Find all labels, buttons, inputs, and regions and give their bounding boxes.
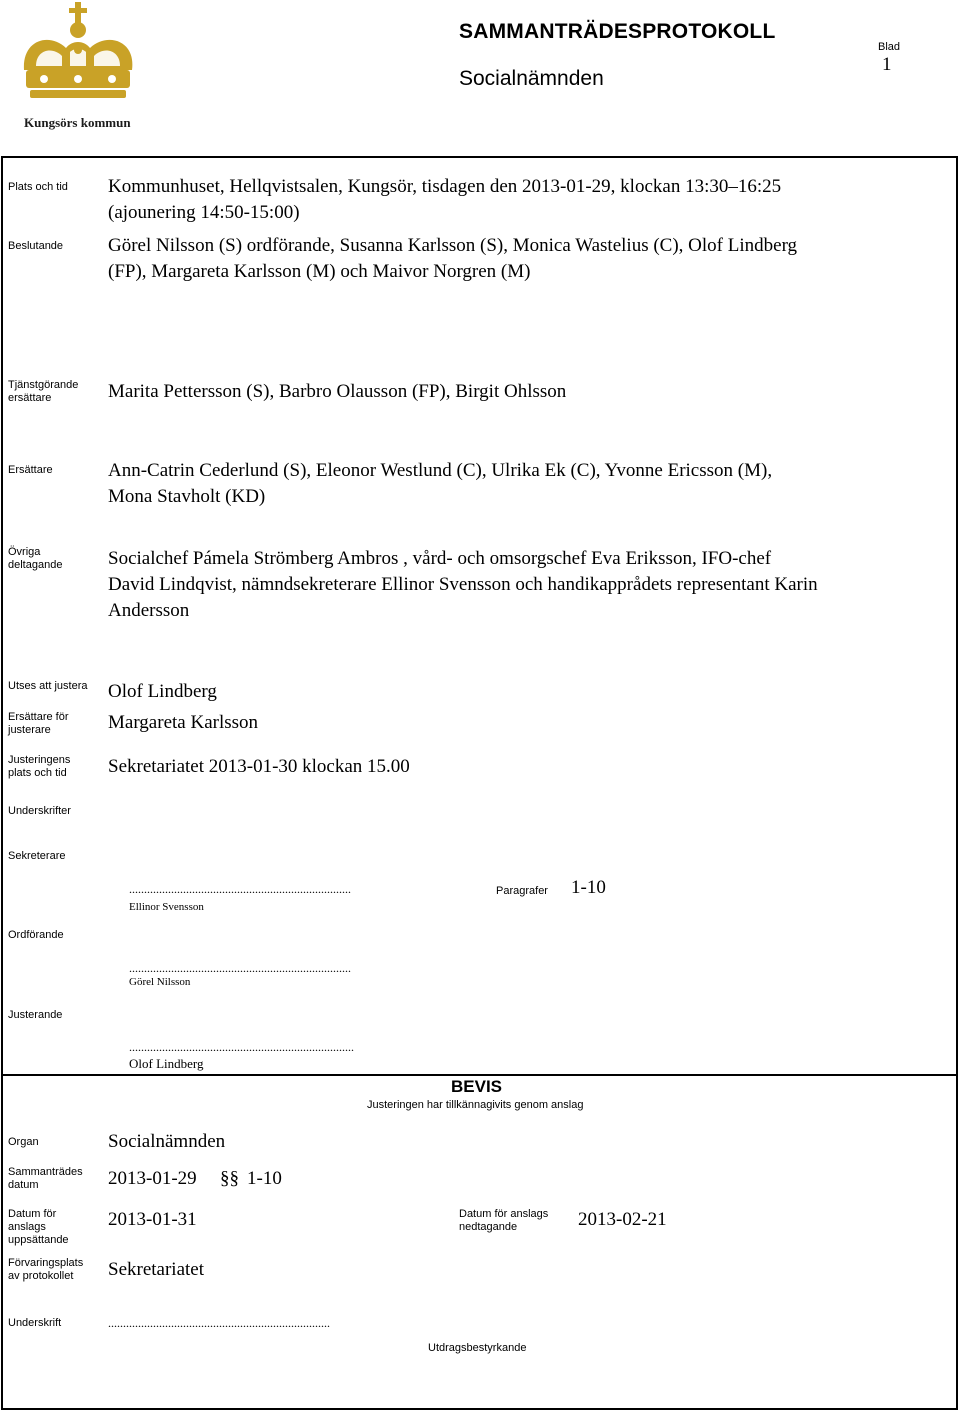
others-label-line-1: Övriga xyxy=(8,546,41,558)
removal-date-label-line-2: nedtagande xyxy=(459,1221,518,1233)
serving-substitutes-label-line-2: ersättare xyxy=(8,392,52,404)
posting-date-label xyxy=(8,1208,69,1247)
posting-date-value: 2013-01-31 xyxy=(108,1209,197,1230)
adjuster-name: Olof Lindberg xyxy=(129,1056,204,1071)
posting-date-label-line-1: Datum för xyxy=(8,1208,57,1220)
substitutes-label: Ersättare xyxy=(8,464,53,476)
adjuster-signature-label: Justerande xyxy=(8,1009,63,1021)
serving-substitutes-label-line-1: Tjänstgörande xyxy=(8,379,79,391)
bevis-title: BEVIS xyxy=(451,1077,503,1096)
organ-label: Organ xyxy=(8,1136,39,1148)
meeting-date-label xyxy=(8,1166,83,1192)
meeting-date-label-line-1: Sammanträdes xyxy=(8,1166,83,1178)
signatures-heading: Underskrifter xyxy=(8,805,71,817)
certifier-signature-line[interactable]: .......................................................................... xyxy=(108,1316,330,1330)
serving-substitutes-value: Marita Pettersson (S), Barbro Olausson (FP), Birgit Ohlsson xyxy=(108,381,567,402)
secretary-signature-line[interactable]: .......................................................................... xyxy=(129,882,351,896)
others-line-3: Andersson xyxy=(108,600,190,621)
adjuster-signature-line[interactable]: ........................................................................... xyxy=(129,1040,354,1054)
place-time-value: Kommunhuset, Hellqvistsalen, Kungsör, tisdagen den 2013-01-29, klockan 13:30–16:25 xyxy=(108,176,782,197)
municipality-logo xyxy=(14,0,144,135)
sub-adjuster-label-line-1: Ersättare för xyxy=(8,711,69,723)
others-label xyxy=(8,546,62,572)
storage-label-line-1: Förvaringsplats xyxy=(8,1257,84,1269)
committee-name: Socialnämnden xyxy=(459,67,604,90)
paragraphs-value: 1-10 xyxy=(571,877,606,898)
adjuster-value: Olof Lindberg xyxy=(108,681,217,702)
others-line-2: David Lindqvist, nämndsekreterare Ellinor Svensson och handikapprådets representant Karin xyxy=(108,574,818,595)
storage-label-line-2: av protokollet xyxy=(8,1270,74,1282)
adjustment-place-label-line-2: plats och tid xyxy=(8,767,67,779)
adjustment-place-label-line-1: Justeringens xyxy=(8,754,71,766)
sub-adjuster-label-line-2: justerare xyxy=(8,724,51,736)
others-label-line-2: deltagande xyxy=(8,559,63,571)
posting-date-label-line-3: uppsättande xyxy=(8,1234,69,1246)
removal-date-label-line-1: Datum för anslags xyxy=(459,1208,549,1220)
chair-label: Ordförande xyxy=(8,929,64,941)
substitutes-line-2: Mona Stavholt (KD) xyxy=(108,486,266,507)
removal-date-label xyxy=(459,1208,548,1234)
place-time-label: Plats och tid xyxy=(8,181,68,193)
adjustment-place-value: Sekretariatet 2013-01-30 klockan 15.00 xyxy=(108,756,410,777)
secretary-label: Sekreterare xyxy=(8,850,66,862)
certifier-label: Utdragsbestyrkande xyxy=(428,1342,527,1354)
secretary-name: Ellinor Svensson xyxy=(129,901,204,913)
sub-adjuster-value: Margareta Karlsson xyxy=(108,712,259,733)
chair-name: Görel Nilsson xyxy=(129,976,191,988)
organ-value: Socialnämnden xyxy=(108,1131,226,1152)
bevis-subtitle: Justeringen har tillkännagivits genom anslag xyxy=(367,1099,584,1111)
substitutes-line-1: Ann-Catrin Cederlund (S), Eleonor Westlund (C), Ulrika Ek (C), Yvonne Ericsson (M), xyxy=(108,460,773,481)
meeting-paragraphs-value: 1-10 xyxy=(247,1168,282,1189)
section-sign: §§ xyxy=(220,1168,239,1189)
meeting-date-value: 2013-01-29 xyxy=(108,1168,197,1189)
deciding-line-1: Görel Nilsson (S) ordförande, Susanna Karlsson (S), Monica Wastelius (C), Olof Lindberg xyxy=(108,235,798,256)
logo-text: Kungsörs kommun xyxy=(24,115,131,130)
posting-date-label-line-2: anslags xyxy=(8,1221,46,1233)
adjustment-place-label xyxy=(8,754,70,780)
sheet-number: 1 xyxy=(882,54,892,75)
deciding-label: Beslutande xyxy=(8,240,64,252)
others-line-1: Socialchef Pámela Strömberg Ambros , vård- och omsorgschef Eva Eriksson, IFO-chef xyxy=(108,548,772,569)
removal-date-value: 2013-02-21 xyxy=(578,1209,667,1230)
adjuster-label: Utses att justera xyxy=(8,680,88,692)
sheet-label: Blad xyxy=(878,41,901,53)
bevis-divider xyxy=(1,1074,958,1076)
serving-substitutes-label xyxy=(8,379,78,405)
crown-icon xyxy=(14,0,144,112)
document-title: SAMMANTRÄDESPROTOKOLL xyxy=(459,20,776,43)
sub-adjuster-label xyxy=(8,711,69,737)
paragraphs-label: Paragrafer xyxy=(496,885,548,897)
deciding-line-2: (FP), Margareta Karlsson (M) och Maivor Norgren (M) xyxy=(108,261,531,282)
adjournment-value: (ajounering 14:50-15:00) xyxy=(108,202,300,223)
signature-label: Underskrift xyxy=(8,1317,62,1329)
storage-value: Sekretariatet xyxy=(108,1259,205,1280)
storage-label xyxy=(8,1257,83,1283)
meeting-date-label-line-2: datum xyxy=(8,1179,39,1191)
chair-signature-line[interactable]: .......................................................................... xyxy=(129,961,351,975)
